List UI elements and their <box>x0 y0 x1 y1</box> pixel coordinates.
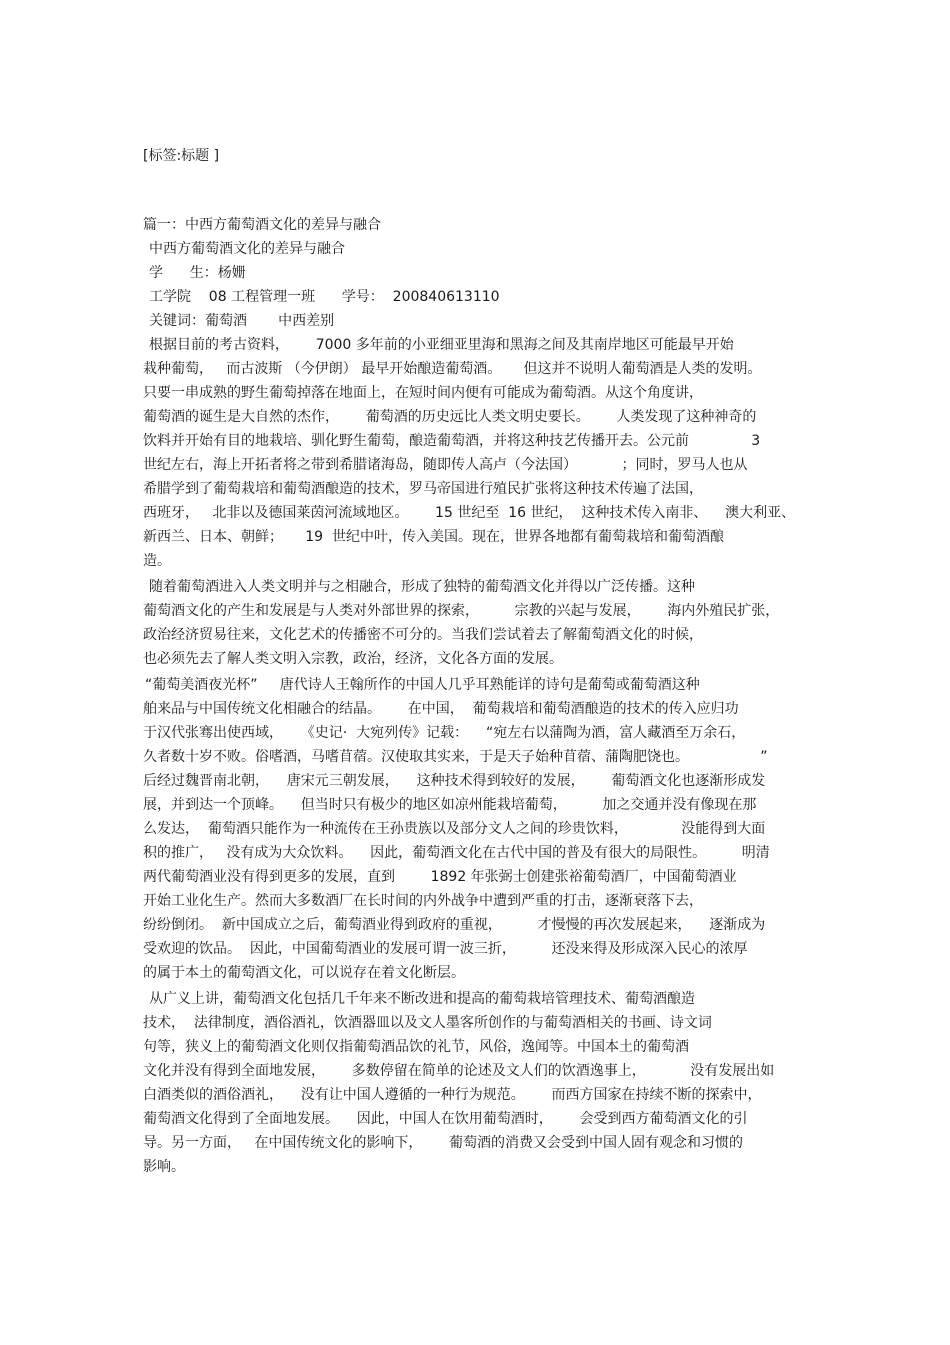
paragraph-line: 根据目前的考古资料， 7000 多年前的小亚细亚里海和黑海之间及其南岸地区可能最早开始 <box>149 337 734 353</box>
paragraph-line: 么发达， 葡萄酒只能作为一种流传在王孙贵族以及部分文人之间的珍贵饮料， 没能得到大面 <box>143 821 766 837</box>
paragraph-line: 久者数十岁不败。俗嗜酒，马嗜苜蓿。汉使取其实来，于是天子始种苜蓿、蒲陶肥饶也。 ” <box>143 749 768 765</box>
paragraph-line: 句等，狭义上的葡萄酒文化则仅指葡萄酒品饮的礼节，风俗，逸闻等。中国本土的葡萄酒 <box>143 1039 689 1055</box>
paragraph-line: 文化并没有得到全面地发展， 多数停留在简单的论述及文人们的饮酒逸事上， 没有发展出如 <box>143 1063 775 1079</box>
paragraph-line: 的属于本土的葡萄酒文化，可以说存在着文化断层。 <box>143 965 465 981</box>
paragraph-line: 随着葡萄酒进入人类文明并与之相融合，形成了独特的葡萄酒文化并得以广泛传播。这种 <box>149 579 695 595</box>
paragraph-line: 葡萄酒的诞生是大自然的杰作， 葡萄酒的历史远比人类文明史要长。 人类发现了这种神奇的 <box>143 409 757 425</box>
paragraph-line: 白酒类似的酒俗酒礼， 没有让中国人遵循的一种行为规范。 而西方国家在持续不断的探索中， <box>143 1087 762 1103</box>
paragraph-4 <box>0 987 950 1179</box>
paragraph-line: 后经过魏晋南北朝， 唐宋元三朝发展， 这种技术得到较好的发展， 葡萄酒文化也逐渐形成发 <box>143 773 766 789</box>
paragraph-line: 技术， 法律制度，酒俗酒礼，饮酒器皿以及文人墨客所创作的与葡萄酒相关的书画、诗文词 <box>143 1015 712 1031</box>
document-body <box>0 213 950 1179</box>
tag-label: [标签:标题 ] <box>143 148 220 164</box>
paragraph-line: 葡萄酒文化得到了全面地发展。 因此，中国人在饮用葡萄酒时， 会受到西方葡萄酒文化的引 <box>143 1111 748 1127</box>
paragraph-line: 政治经济贸易往来，文化艺术的传播密不可分的。当我们尝试着去了解葡萄酒文化的时候， <box>143 627 703 643</box>
paragraph-line: 世纪左右，海上开拓者将之带到希腊诸海岛，随即传人高卢（今法国） ；同时，罗马人也从 <box>143 457 748 473</box>
paragraph-line: 导。另一方面， 在中国传统文化的影响下， 葡萄酒的消费又会受到中国人固有观念和习惯的 <box>143 1135 744 1151</box>
paragraph-line: 饮料并开始有目的地栽培、驯化野生葡萄，酿造葡萄酒，并将这种技艺传播开去。公元前 3 <box>143 433 761 449</box>
keywords-line: 关键词：葡萄酒 中西差别 <box>149 313 335 329</box>
paragraph-line: 受欢迎的饮品。 因此，中国葡萄酒业的发展可谓一波三折， 还没来得及形成深入民心的浓厚 <box>143 941 748 957</box>
paragraph-line: 舶来品与中国传统文化相融合的结晶。 在中国， 葡萄栽培和葡萄酒酿造的技术的传入应归功 <box>143 701 739 717</box>
paragraph-2 <box>0 575 950 671</box>
paragraph-line: 西班牙， 北非以及德国莱茵河流域地区。 15 世纪至 16 世纪， 这种技术传入南非、 澳大利亚、 <box>143 505 796 521</box>
paragraph-line: 葡萄酒文化的产生和发展是与人类对外部世界的探索， 宗教的兴起与发展， 海内外殖民扩张， <box>143 603 780 619</box>
paragraph-line: 展，并到达一个顶峰。 但当时只有极少的地区如凉州能栽培葡萄， 加之交通并没有像现在那 <box>143 797 757 813</box>
paragraph-line: 开始工业化生产。然而大多数酒厂在长时间的内外战争中遭到严重的打击，逐渐衰落下去， <box>143 893 703 909</box>
section-heading: 篇一：中西方葡萄酒文化的差异与融合 <box>143 217 381 233</box>
paragraph-line: 也必须先去了解人类文明入宗教，政治，经济，文化各方面的发展。 <box>143 651 563 667</box>
paragraph-line: 希腊学到了葡萄栽培和葡萄酒酿造的技术，罗马帝国进行殖民扩张将这种技术传遍了法国， <box>143 481 703 497</box>
paragraph-line: 于汉代张骞出使西域， 《史记· 大宛列传》记载： “宛左右以蒲陶为酒，富人藏酒至万余石， <box>143 725 746 741</box>
student-line: 学 生：杨姗 <box>149 265 246 281</box>
paragraph-line: 造。 <box>143 553 171 569</box>
paragraph-1 <box>0 333 950 573</box>
paragraph-line: 栽种葡萄， 而古波斯 （今伊朗） 最早开始酿造葡萄酒。 但这并不说明人葡萄酒是人类的发明。 <box>143 361 762 377</box>
paragraph-3 <box>0 673 950 985</box>
college-info: 工学院 08 工程管理一班 学号： 200840613110 <box>149 289 500 305</box>
paragraph-line: 只要一串成熟的野生葡萄掉落在地面上，在短时间内便有可能成为葡萄酒。从这个角度讲， <box>143 385 703 401</box>
paragraph-line: 积的推广， 没有成为大众饮料。 因此，葡萄酒文化在古代中国的普及有很大的局限性。 明清 <box>143 845 770 861</box>
paragraph-line: “葡萄美酒夜光杯” 唐代诗人王翰所作的中国人几乎耳熟能详的诗句是葡萄或葡萄酒这种 <box>145 677 700 693</box>
paragraph-line: 两代葡萄酒业没有得到更多的发展，直到 1892 年张弼士创建张裕葡萄酒厂，中国葡萄酒业 <box>143 869 737 885</box>
paragraph-line: 影响。 <box>143 1159 185 1175</box>
paragraph-line: 从广义上讲，葡萄酒文化包括几千年来不断改进和提高的葡萄栽培管理技术、葡萄酒酿造 <box>149 991 695 1007</box>
paper-title: 中西方葡萄酒文化的差异与融合 <box>149 241 345 257</box>
paragraph-line: 新西兰、日本、朝鲜； 19 世纪中叶，传入美国。现在，世界各地都有葡萄栽培和葡萄酒酿 <box>143 529 724 545</box>
paragraph-line: 纷纷倒闭。 新中国成立之后，葡萄酒业得到政府的重视， 才慢慢的再次发展起来， 逐渐成为 <box>143 917 766 933</box>
